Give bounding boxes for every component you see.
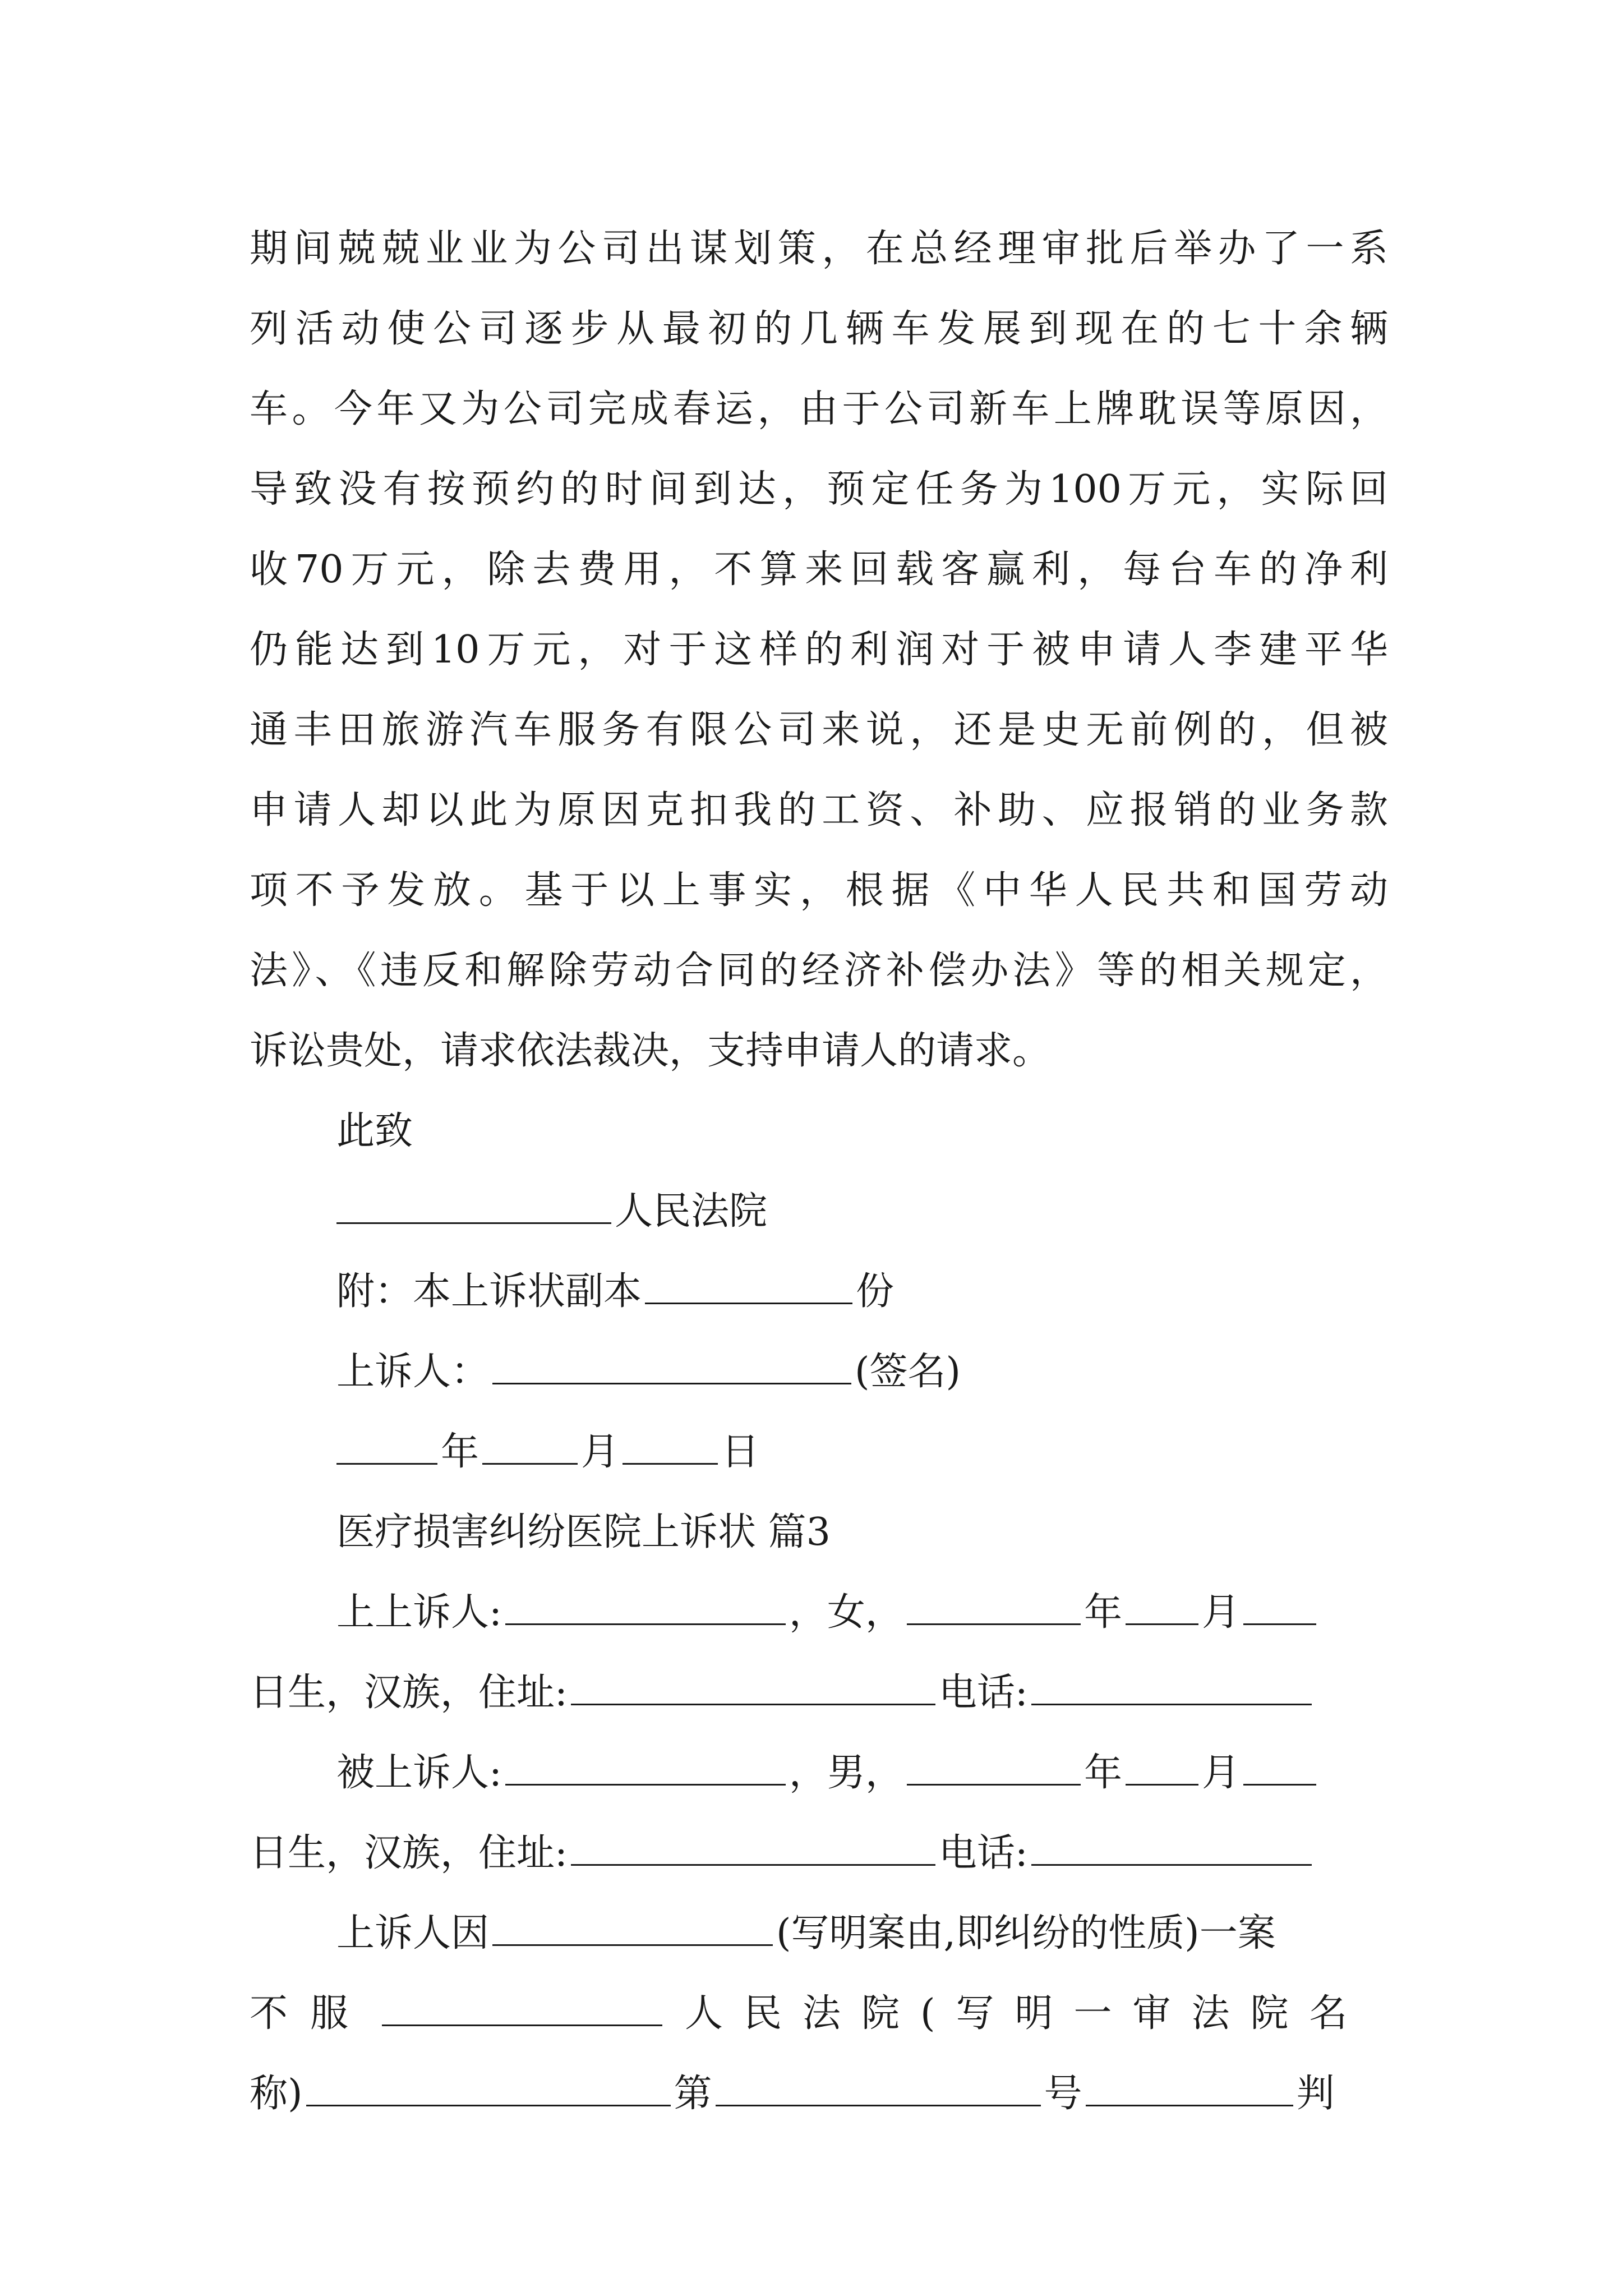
born-address-label: 日生，汉族，住址:	[250, 1671, 568, 1715]
birth-month-blank	[1126, 1590, 1198, 1625]
appellant-label: 上诉人：	[336, 1350, 490, 1394]
case-cause-blank	[492, 1911, 773, 1946]
appellant-name-blank	[505, 1590, 786, 1625]
date-line	[250, 1412, 1388, 1492]
month-label: 月	[1201, 1751, 1240, 1795]
appellant-signature-line	[250, 1332, 1388, 1412]
gender-female: ，女，	[789, 1590, 903, 1635]
paragraph-line: 项不予发放。基于以上事实，根据《中华人民共和国劳动	[250, 868, 1388, 913]
case-line-3	[250, 2054, 1388, 2134]
paragraph-line: 导致没有按预约的时间到达，预定任务为100万元，实际回	[250, 467, 1388, 512]
phone-label: 电话:	[938, 1671, 1028, 1715]
address-blank	[571, 1670, 935, 1705]
paragraph-line: 车。今年又为公司完成春运，由于公司新车上牌耽误等原因，	[250, 387, 1388, 431]
paragraph-line: 通丰田旅游汽车服务有限公司来说，还是史无前例的，但被	[250, 708, 1388, 752]
court-name-blank	[336, 1189, 611, 1224]
year-label: 年	[1083, 1751, 1122, 1795]
case-line-1	[250, 1893, 1388, 1973]
court-blank	[382, 1991, 662, 2026]
case-cause-note: (写明案由,即纠纷的性质)一案	[776, 1911, 1276, 1955]
birth-day-blank	[1243, 1750, 1316, 1786]
closing-greeting: 此致	[336, 1109, 413, 1153]
hao-label: 号	[1044, 2072, 1082, 2116]
month-label: 月	[1201, 1590, 1240, 1635]
case-not-accept: 不服	[250, 1991, 371, 2036]
respondent-address-line	[250, 1813, 1388, 1893]
attachment-label: 附：本上诉状副本	[336, 1269, 642, 1314]
section-title: 医疗损害纠纷医院上诉状 篇3	[336, 1510, 831, 1554]
petition-body	[250, 209, 1388, 2134]
birth-year-blank	[907, 1590, 1081, 1625]
paragraph-line: 收70万元，除去费用，不算来回载客赢利，每台车的净利	[250, 547, 1388, 592]
di-label: 第	[674, 2072, 712, 2116]
day-blank	[623, 1429, 718, 1465]
paragraph-line: 仍能达到10万元，对于这样的利润对于被申请人李建平华	[250, 628, 1388, 672]
appellant-address-line	[250, 1653, 1388, 1733]
month-label: 月	[581, 1430, 620, 1474]
gender-male: ，男，	[789, 1751, 903, 1795]
judgment-blank	[1086, 2071, 1293, 2106]
phone-blank	[1031, 1830, 1312, 1866]
name-close: 称)	[250, 2072, 303, 2116]
court-note: 人民法院(写明一审法院名	[685, 1991, 1368, 2036]
paragraph-line: 期间兢兢业业为公司出谋划策，在总经理审批后举办了一系	[250, 227, 1388, 271]
appellant-label: 上上诉人:	[336, 1590, 502, 1635]
birth-year-blank	[907, 1750, 1081, 1786]
year-label: 年	[1083, 1590, 1122, 1635]
respondent-name-blank	[505, 1750, 786, 1786]
year-label: 年	[441, 1430, 479, 1474]
respondent-line	[250, 1733, 1388, 1813]
case-prefix: 上诉人因	[336, 1911, 490, 1955]
respondent-label: 被上诉人:	[336, 1751, 502, 1795]
pan-label: 判	[1296, 2072, 1335, 2116]
paragraph-line: 申请人却以此为原因克扣我的工资、补助、应报销的业务款	[250, 788, 1388, 832]
phone-blank	[1031, 1670, 1312, 1705]
court-name-blank	[306, 2071, 671, 2106]
attachment-line	[250, 1251, 1388, 1332]
case-number-blank	[716, 2071, 1041, 2106]
month-blank	[482, 1429, 578, 1465]
day-label: 日	[721, 1430, 760, 1474]
case-line-2	[250, 1973, 1388, 2054]
signature-blank	[492, 1349, 851, 1384]
signature-note: (签名)	[855, 1350, 961, 1394]
paragraph-line: 法》、《违反和解除劳动合同的经济补偿办法》等的相关规定，	[250, 949, 1388, 993]
court-label: 人民法院	[615, 1189, 768, 1234]
copies-blank	[645, 1269, 852, 1304]
address-blank	[571, 1830, 935, 1866]
born-address-label: 日生，汉族，住址:	[250, 1831, 568, 1875]
copies-unit: 份	[856, 1269, 895, 1314]
paragraph-line: 列活动使公司逐步从最初的几辆车发展到现在的七十余辆	[250, 307, 1388, 351]
year-blank	[336, 1429, 437, 1465]
court-line	[250, 1171, 1388, 1251]
phone-label: 电话:	[938, 1831, 1028, 1875]
birth-month-blank	[1126, 1750, 1198, 1786]
appellant-line	[250, 1572, 1388, 1653]
birth-day-blank	[1243, 1590, 1316, 1625]
paragraph-line: 诉讼贵处，请求依法裁决，支持申请人的请求。	[250, 1029, 1051, 1073]
